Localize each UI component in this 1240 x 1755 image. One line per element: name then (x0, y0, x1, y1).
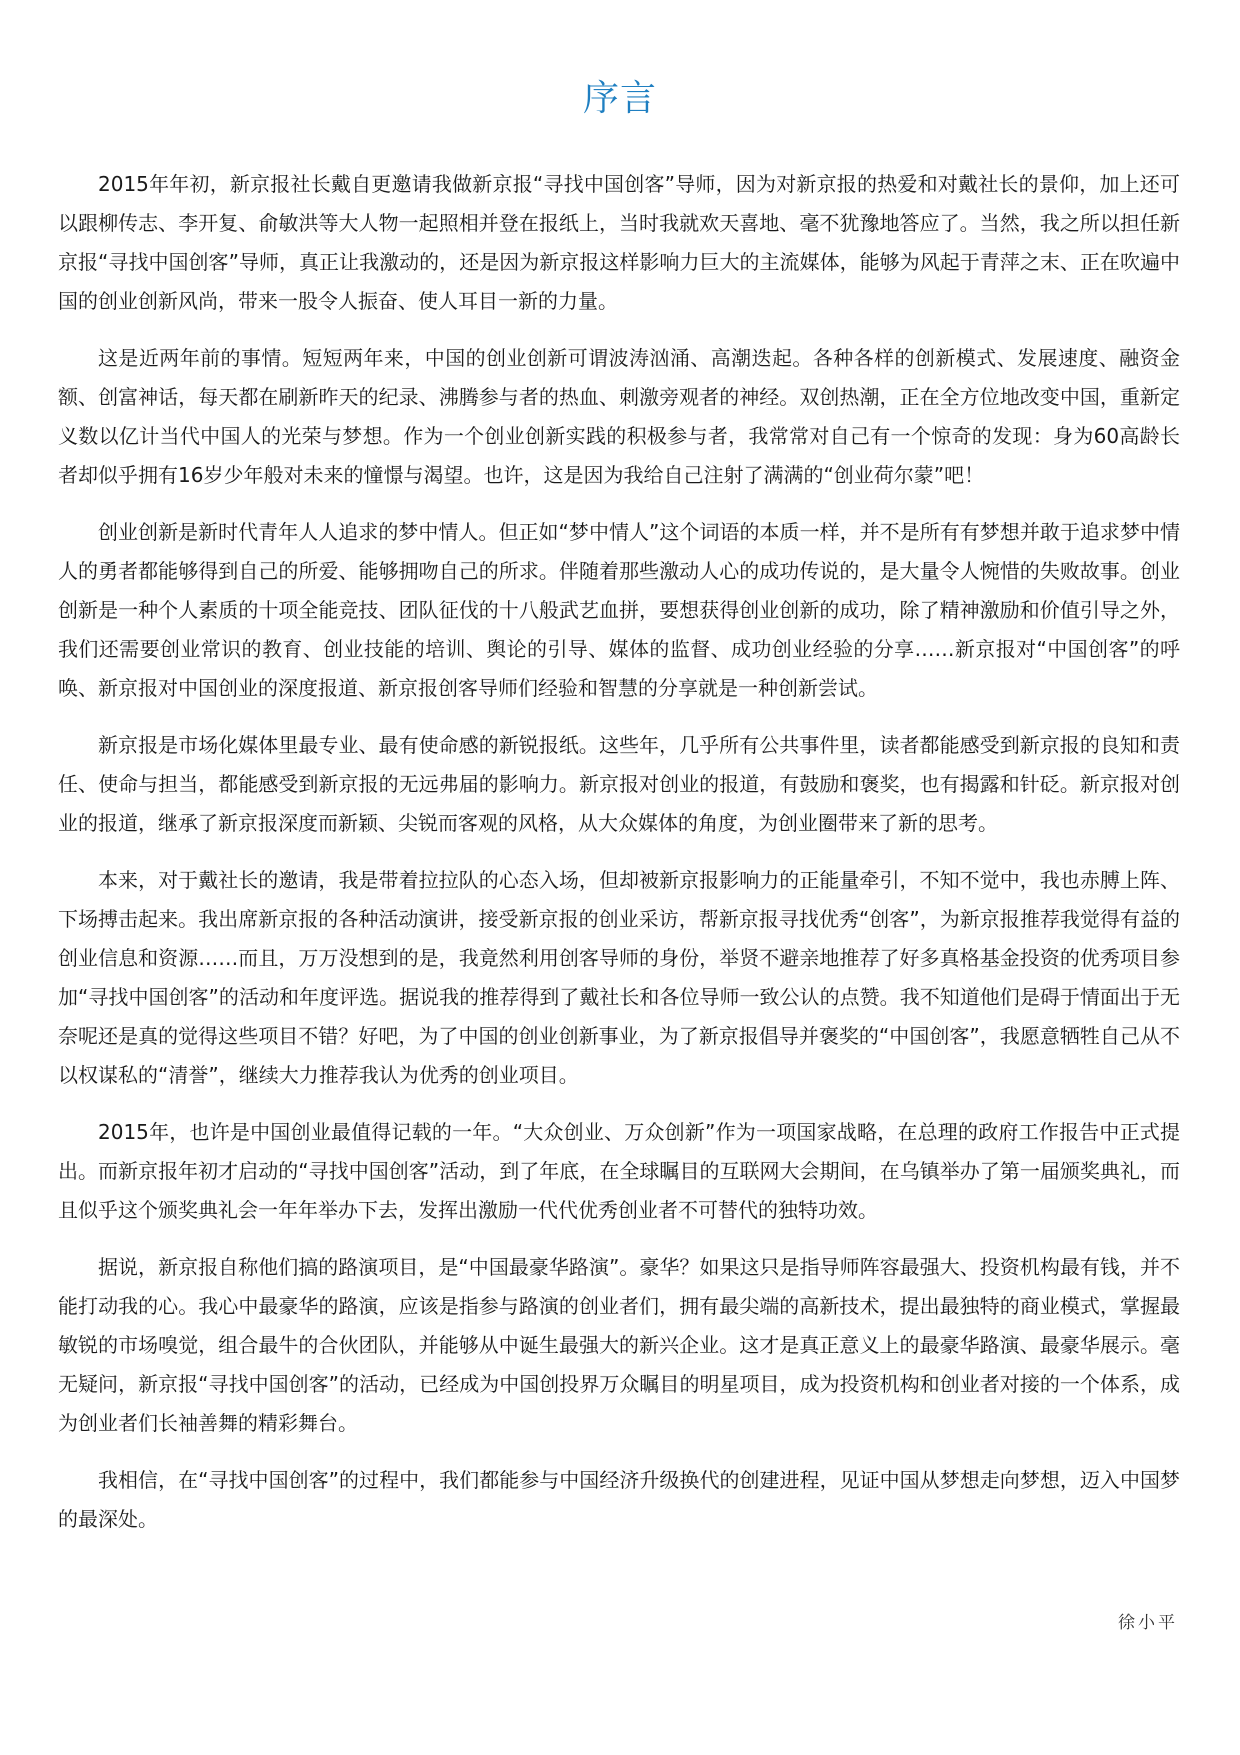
paragraph-2: 这是近两年前的事情。短短两年来，中国的创业创新可谓波涛汹涌、高潮迭起。各种各样的创新模式、发展速度、融资金额、创富神话，每天都在刷新昨天的纪录、沸腾参与者的热血、刺激旁观者的神经。双创热潮，正在全方位地改变中国，重新定义数以亿计当代中国人的光荣与梦想。作为一个创业创新实践的积极参与者，我常常对自己有一个惊奇的发现：身为60高龄长者却似乎拥有16岁少年般对未来的憧憬与渴望。也许，这是因为我给自己注射了满满的“创业荷尔蒙”吧！ (58, 346, 1180, 487)
paragraph-8: 我相信，在“寻找中国创客”的过程中，我们都能参与中国经济升级换代的创建进程，见证中国从梦想走向梦想，迈入中国梦的最深处。 (58, 1468, 1180, 1531)
paragraph-3: 创业创新是新时代青年人人追求的梦中情人。但正如“梦中情人”这个词语的本质一样，并不是所有有梦想并敢于追求梦中情人的勇者都能够得到自己的所爱、能够拥吻自己的所求。伴随着那些激动人心的成功传说的，是大量令人惋惜的失败故事。创业创新是一种个人素质的十项全能竞技、团队征伐的十八般武艺血拼，要想获得创业创新的成功，除了精神激励和价值引导之外，我们还需要创业常识的教育、创业技能的培训、舆论的引导、媒体的监督、成功创业经验的分享……新京报对“中国创客”的呼唤、新京报对中国创业的深度报道、新京报创客导师们经验和智慧的分享就是一种创新尝试。 (58, 520, 1180, 700)
paragraph-1: 2015年年初，新京报社长戴自更邀请我做新京报“寻找中国创客”导师，因为对新京报的热爱和对戴社长的景仰，加上还可以跟柳传志、李开复、俞敏洪等大人物一起照相并登在报纸上，当时我就欢天喜地、毫不犹豫地答应了。当然，我之所以担任新京报“寻找中国创客”导师，真正让我激动的，还是因为新京报这样影响力巨大的主流媒体，能够为风起于青萍之末、正在吹遍中国的创业创新风尚，带来一股令人振奋、使人耳目一新的力量。 (58, 172, 1180, 313)
preface-body (58, 165, 1180, 1557)
paragraph-5: 本来，对于戴社长的邀请，我是带着拉拉队的心态入场，但却被新京报影响力的正能量牵引，不知不觉中，我也赤膊上阵、下场搏击起来。我出席新京报的各种活动演讲，接受新京报的创业采访，帮新京报寻找优秀“创客”，为新京报推荐我觉得有益的创业信息和资源……而且，万万没想到的是，我竟然利用创客导师的身份，举贤不避亲地推荐了好多真格基金投资的优秀项目参加“寻找中国创客”的活动和年度评选。据说我的推荐得到了戴社长和各位导师一致公认的点赞。我不知道他们是碍于情面出于无奈呢还是真的觉得这些项目不错？好吧，为了中国的创业创新事业，为了新京报倡导并褒奖的“中国创客”，我愿意牺牲自己从不以权谋私的“清誉”，继续大力推荐我认为优秀的创业项目。 (58, 868, 1180, 1087)
author-signature: 徐小平 (1118, 1613, 1178, 1633)
paragraph-7: 据说，新京报自称他们搞的路演项目，是“中国最豪华路演”。豪华？如果这只是指导师阵容最强大、投资机构最有钱，并不能打动我的心。我心中最豪华的路演，应该是指参与路演的创业者们，拥有最尖端的高新技术，提出最独特的商业模式，掌握最敏锐的市场嗅觉，组合最牛的合伙团队，并能够从中诞生最强大的新兴企业。这才是真正意义上的最豪华路演、最豪华展示。毫无疑问，新京报“寻找中国创客”的活动，已经成为中国创投界万众瞩目的明星项目，成为投资机构和创业者对接的一个体系，成为创业者们长袖善舞的精彩舞台。 (58, 1255, 1180, 1435)
paragraph-4: 新京报是市场化媒体里最专业、最有使命感的新锐报纸。这些年，几乎所有公共事件里，读者都能感受到新京报的良知和责任、使命与担当，都能感受到新京报的无远弗届的影响力。新京报对创业的报道，有鼓励和褒奖，也有揭露和针砭。新京报对创业的报道，继承了新京报深度而新颖、尖锐而客观的风格，从大众媒体的角度，为创业圈带来了新的思考。 (58, 733, 1180, 835)
page-title: 序言 (582, 78, 657, 119)
paragraph-6: 2015年，也许是中国创业最值得记载的一年。“大众创业、万众创新”作为一项国家战略，在总理的政府工作报告中正式提出。而新京报年初才启动的“寻找中国创客”活动，到了年底，在全球瞩目的互联网大会期间，在乌镇举办了第一届颁奖典礼，而且似乎这个颁奖典礼会一年年举办下去，发挥出激励一代代优秀创业者不可替代的独特功效。 (58, 1120, 1180, 1222)
